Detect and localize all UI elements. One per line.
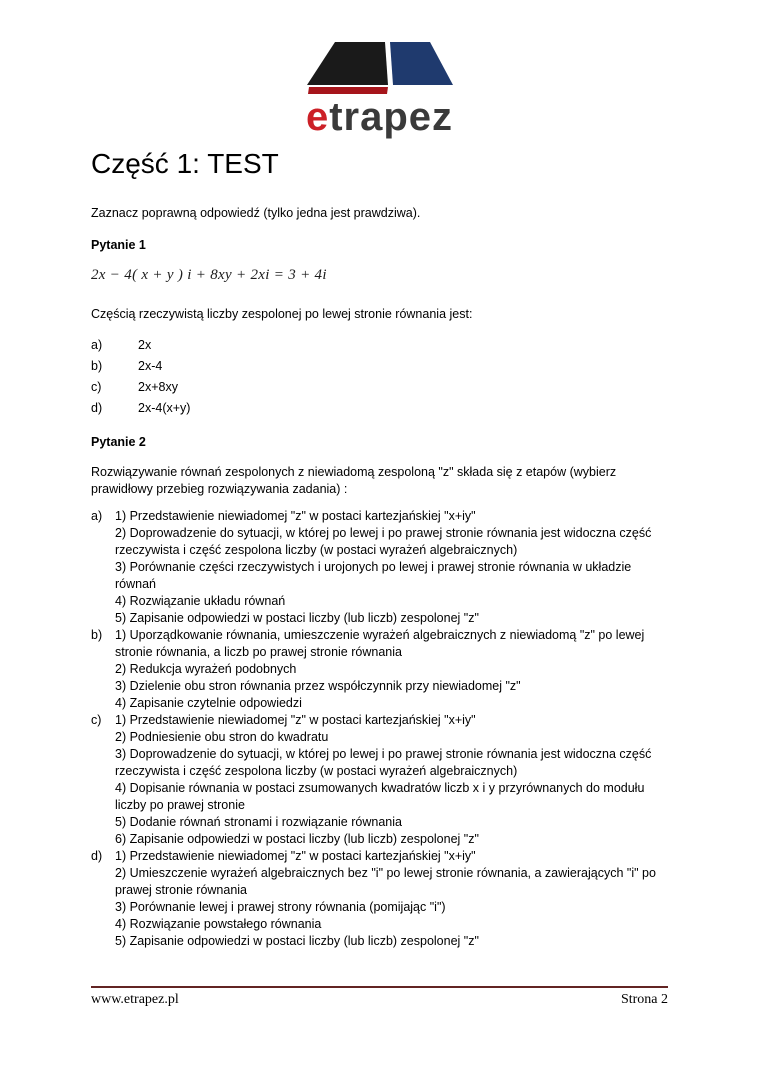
option-text: 2x [138,338,152,352]
option-steps [115,712,668,848]
footer-page-number: Strona 2 [620,992,668,1007]
option-steps [115,508,668,627]
question-1-options [91,335,668,419]
option-letter: a) [91,338,103,352]
logo-wordmark-e: e [305,95,330,139]
step-text: 6) Zapisanie odpowiedzi w postaci liczby (lub liczb) zespolonej "z" [115,832,479,846]
option-text: 2x-4(x+y) [138,401,191,415]
intro-text: Zaznacz poprawną odpowiedź (tylko jedna jest prawdziwa). [91,206,421,220]
option-text: 2x-4 [138,359,163,373]
step-text: 1) Uporządkowanie równania, umieszczenie wyrażeń algebraicznych z niewiadomą "z" po lewej stronie równania, a liczb po prawej stronie równania [115,628,645,659]
answer-option [91,848,668,950]
step-text: 1) Przedstawienie niewiadomej "z" w postaci kartezjańskiej "x+iy" [115,713,476,727]
answer-option [91,627,668,712]
question-1-label: Pytanie 1 [91,238,146,252]
option-letter: a) [91,509,103,523]
option-letter: d) [91,401,103,415]
answer-option [91,398,668,419]
answer-option [91,377,668,398]
step-text: 2) Umieszczenie wyrażeń algebraicznych bez "i" po lewej stronie równania, a zawierających "i" po prawej stronie równania [115,866,656,897]
answer-option [91,335,668,356]
step-text: 4) Rozwiązanie powstałego równania [115,917,322,931]
step-text: 2) Redukcja wyrażeń podobnych [115,662,297,676]
step-text: 2) Doprowadzenie do sytuacji, w której po lewej i po prawej stronie równania jest widoczna część rzeczywista i część zespolona liczby (w postaci wyrażeń algebraicznych) [115,526,652,557]
question-1-prompt: Częścią rzeczywistą liczby zespolonej po lewej stronie równania jest: [91,307,473,321]
etrapez-logo [91,0,668,137]
step-text: 4) Rozwiązanie układu równań [115,594,286,608]
option-steps [115,627,668,712]
page-footer [91,986,668,1008]
answer-option [91,356,668,377]
step-text: 5) Dodanie równań stronami i rozwiązanie równania [115,815,402,829]
logo-red-stripe [308,87,388,94]
step-text: 1) Przedstawienie niewiadomej "z" w postaci kartezjańskiej "x+iy" [115,509,476,523]
step-text: 5) Zapisanie odpowiedzi w postaci liczby (lub liczb) zespolonej "z" [115,934,479,948]
page-title: Część 1: TEST [91,148,279,179]
question-2-prompt: Rozwiązywanie równań zespolonych z niewiadomą zespoloną "z" składa się z etapów (wybierz prawidłowy przebieg rozwiązywania zadania) : [91,465,617,496]
logo-wordmark-trapez: trapez [329,95,454,139]
option-letter: b) [91,628,103,642]
answer-option [91,712,668,848]
trapezoid-logo-icon [305,42,455,95]
step-text: 3) Porównanie lewej i prawej strony równania (pomijając "i") [115,900,446,914]
question-2-options [91,508,668,950]
step-text: 1) Przedstawienie niewiadomej "z" w postaci kartezjańskiej "x+iy" [115,849,476,863]
step-text: 2) Podniesienie obu stron do kwadratu [115,730,329,744]
option-letter: c) [91,380,102,394]
option-steps [115,848,668,950]
step-text: 3) Porównanie części rzeczywistych i urojonych po lewej i prawej stronie równania w układzie równań [115,560,632,591]
footer-site-url: www.etrapez.pl [91,992,179,1007]
question-1-formula: 2x − 4( x + y ) i + 8xy + 2xi = 3 + 4i [91,267,327,283]
option-letter: b) [91,359,103,373]
logo-wordmark [91,97,668,137]
option-letter: d) [91,849,103,863]
option-text: 2x+8xy [138,380,178,394]
step-text: 5) Zapisanie odpowiedzi w postaci liczby (lub liczb) zespolonej "z" [115,611,479,625]
logo-trapezoid-right [390,42,453,85]
question-2-label: Pytanie 2 [91,435,146,449]
step-text: 4) Zapisanie czytelnie odpowiedzi [115,696,302,710]
answer-option [91,508,668,627]
step-text: 3) Doprowadzenie do sytuacji, w której po lewej i po prawej stronie równania jest widoczna część rzeczywista i część zespolona liczby (w postaci wyrażeń algebraicznych) [115,747,652,778]
step-text: 4) Dopisanie równania w postaci zsumowanych kwadratów liczb x i y przyrównanych do modułu liczby po prawej stronie [115,781,645,812]
logo-trapezoid-left [307,42,388,85]
step-text: 3) Dzielenie obu stron równania przez współczynnik przy niewiadomej "z" [115,679,521,693]
option-letter: c) [91,713,102,727]
